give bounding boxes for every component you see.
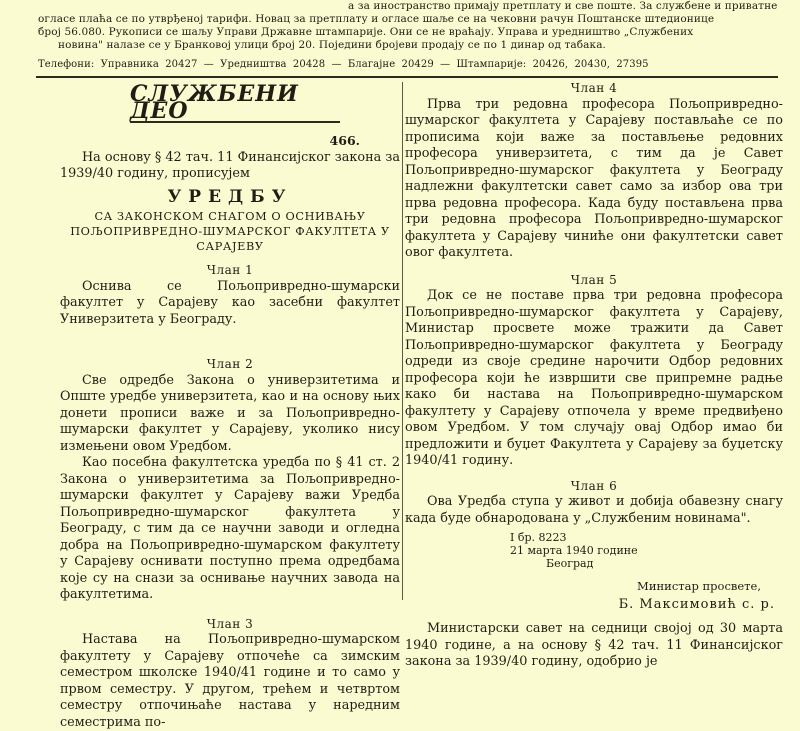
act-number: 466. xyxy=(329,133,360,148)
masthead-line: број 56.080. Рукописи се шаљу Управи Државне штампарије. Они се не враћају. Управа и уредништво „Службених xyxy=(38,26,694,38)
article-5-text: Док се не поставе прва три редовна професора Пољопривредно-шумарског факултета у Сарајеву, Министар просвете може тражити да Савет Пољопривредно-шумарског факултета у Београду одреди из своје средине нарочити Одбор редовних професора који ће извршити све припремне радње како би настава на Пољопривредно-шумарском факултету у Сарајеву отпочела у време предвиђено овом Уредбом. У том случају овај Одбор имао би предложити и буџет Факултета у Сарајеву за буџетску 1940/41 годину. xyxy=(405,288,783,468)
article-5-title: Члан 5 xyxy=(570,272,618,287)
reference-number: I бр. 8223 xyxy=(510,531,567,544)
article-1-title: Члан 1 xyxy=(206,263,254,277)
article-3-text: Настава на Пољопривредно-шумарском факултету у Сарајеву отпочеће са зимским семестром школске 1940/41 године и то само у првом семестру. У другом, трећем и четвртом семестру отпочињаће настава у наредним семестрима по- xyxy=(60,632,400,730)
article-2-paragraph-2: Као посебна факултетска уредба по § 41 ст. 2 Закона о универзитетима за Пољопривредно-шумарски факултет у Сарајеву важи Уредба Пољопривредно-шумарског факултета у Београду, с тим да се научни заводи и огледна добра на Пољопривредно-шумарском факултету у Сарајеву оснивати поступно према одредбама које су на снази за оснивање научних завода на факултетима. xyxy=(60,455,400,602)
article-4-text: Прва три редовна професора Пољопривредно-шумарског факултета у Сарајеву постављаће се по прописима који важе за постављење редовних професора универзитета, с тим да је Савет Пољопривредно-шумарског факултета у Београду надлежни факултетски савет само за избор ова три прва редовна професора. Када буду постављена прва три редовна професора Пољопривредно-шумарског факултета у Сарајеву чиниће они факултетски савет овог факултета. xyxy=(405,96,783,260)
reference-place: Београд xyxy=(546,557,594,570)
left-column xyxy=(60,78,400,731)
masthead-line: огласе плаћа се по утврђеној тарифи. Новац за претплату и огласе шаље се на чековни рачун Поштанске штедионице xyxy=(38,13,715,25)
masthead-line: новина" налазе се у Бранковој улици број 20. Поједини бројеви продају се по 1 динар од табака. xyxy=(58,39,606,51)
article-3-title: Члан 3 xyxy=(206,616,254,631)
article-4-title: Члан 4 xyxy=(570,81,618,95)
decree-heading: УРЕДБУ xyxy=(167,186,293,207)
masthead-phones: Телефони: Управника 20427 — Уредништва 20428 — Благајне 20429 — Штампарије: 20426, 20430, 27395 xyxy=(38,59,649,70)
masthead-line: а за иностранство примају претплату и све поште. За службене и приватне xyxy=(348,0,778,12)
reference-date: 21 марта 1940 године xyxy=(510,544,638,557)
article-1-text: Оснива се Пољопривредно-шумарски факултет у Сарајеву као засебни факултет Универзитета у Београду. xyxy=(60,278,400,327)
article-2-title: Члан 2 xyxy=(206,357,254,371)
signer-title: Министар просвете, xyxy=(637,579,761,593)
council-paragraph: Министарски савет на седници својој од 30 марта 1940 године, а на основу § 42 тач. 11 Финансијског закона за 1939/40 годину, одобрио је xyxy=(405,621,783,669)
masthead xyxy=(38,0,778,71)
article-6-title: Члан 6 xyxy=(570,478,618,493)
article-2-paragraph-1: Све одредбе Закона о универзитетима и Опште уредбе универзитета, као и на основу њих донети прописи важе и за Пољопривредно-шумарски факултет у Сарајеву, уколико нису измењени овом Уредбом. xyxy=(60,372,400,454)
article-6-text: Ова Уредба ступа у живот и добија обавезну снагу када буде обнародована у „Службеним новинама". xyxy=(405,494,783,526)
decree-subtitle: СА ЗАКОНСКОМ СНАГОМ О ОСНИВАЊУ ПОЉОПРИВРЕДНО-ШУМАРСКОГ ФАКУЛТЕТА У САРАЈЕВУ xyxy=(70,210,390,253)
right-column xyxy=(405,78,783,671)
section-title: СЛУЖБЕНИ ДЕО xyxy=(130,86,340,123)
signer-name: Б. Максимовић с. р. xyxy=(618,596,775,612)
reference-block xyxy=(510,531,783,570)
column-divider xyxy=(402,82,403,600)
intro-paragraph: На основу § 42 тач. 11 Финансијског закона за 1939/40 годину, прописујем xyxy=(60,149,400,181)
